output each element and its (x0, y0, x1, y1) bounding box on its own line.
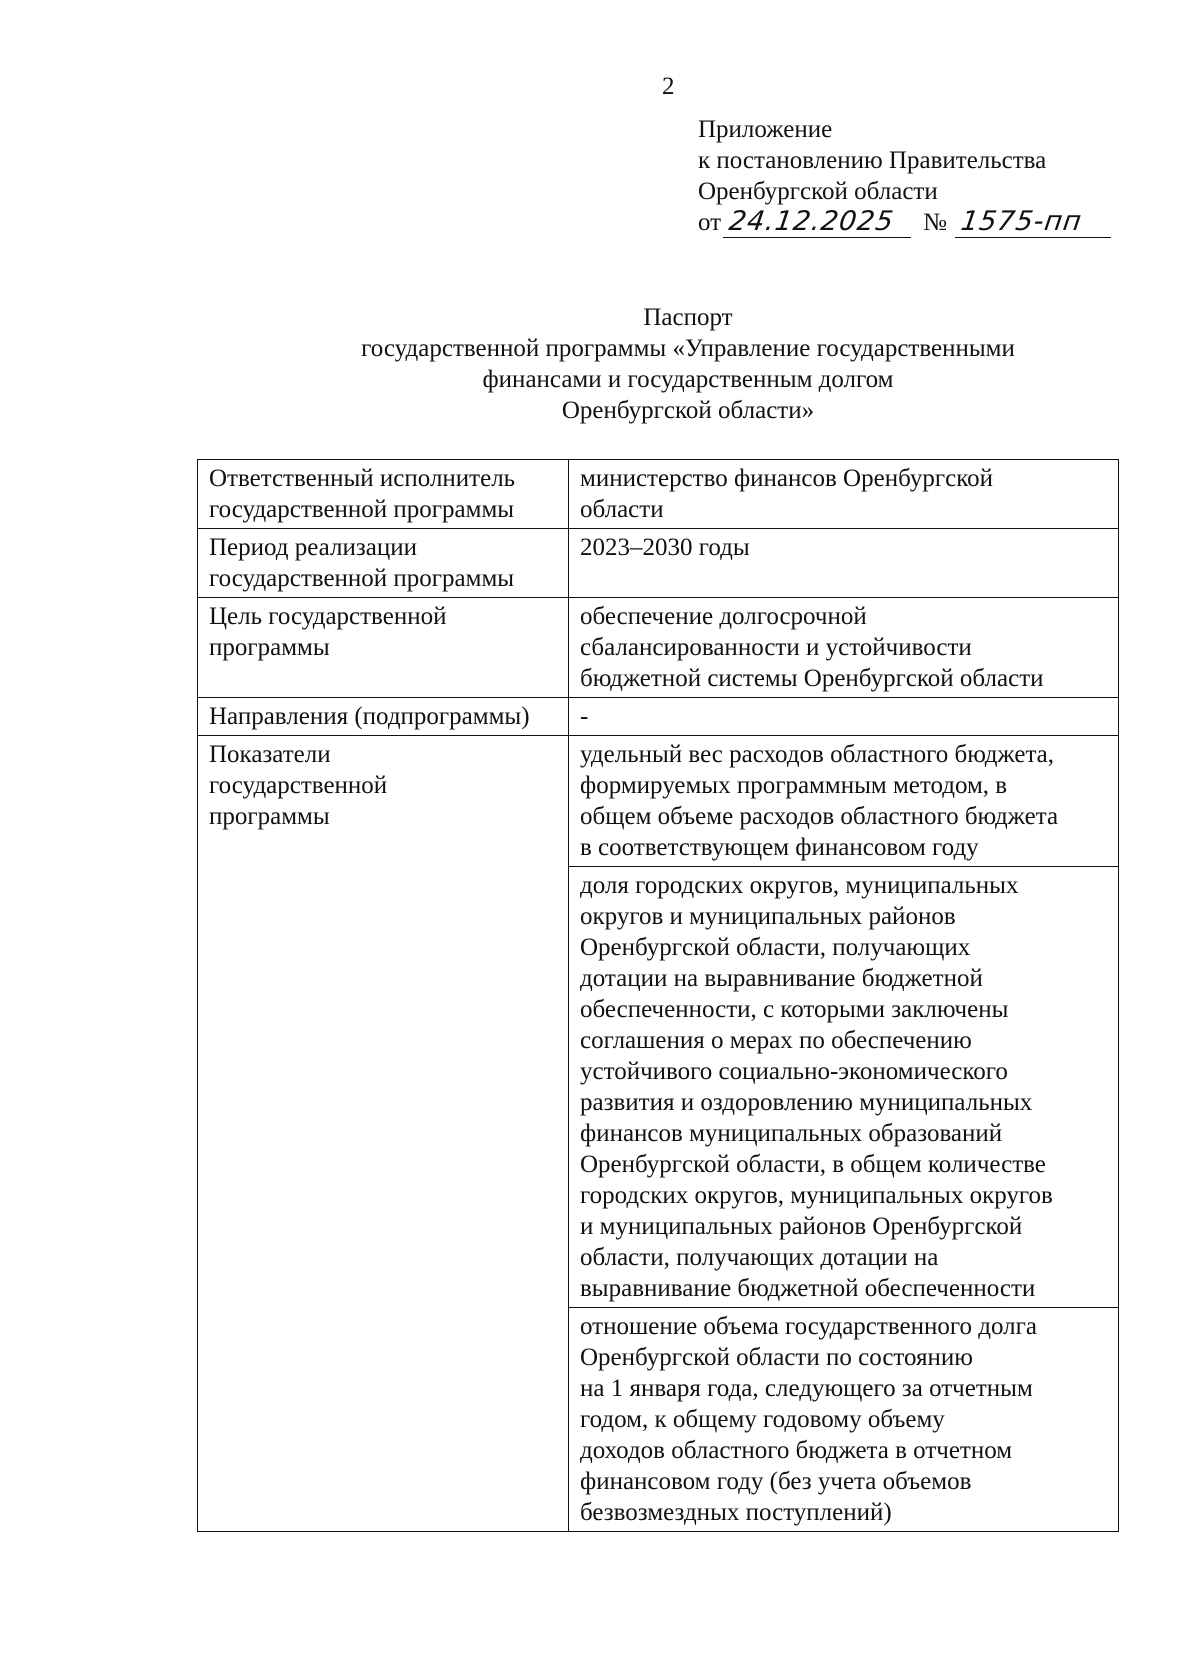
directions-value-line: - (580, 703, 589, 730)
indicator-line: финансов муниципальных образований (580, 1120, 1003, 1147)
indicators-label-line: государственной (209, 772, 388, 799)
document-title (188, 302, 1188, 426)
indicator-line: доходов областного бюджета в отчетном (580, 1437, 1013, 1464)
appendix-line-1: Приложение (698, 116, 833, 143)
goal-value-line: сбалансированности и устойчивости (580, 634, 972, 661)
indicator-item-1 (569, 736, 1119, 867)
appendix-line-2: к постановлению Правительства (698, 147, 1047, 174)
title-line-2: государственной программы «Управление государственными (361, 335, 1015, 362)
handwritten-number: 1575-пп (955, 207, 1115, 238)
indicator-line: Оренбургской области, в общем количестве (580, 1151, 1046, 1178)
period-value-line: 2023–2030 годы (580, 534, 750, 561)
table-row-indicators (198, 736, 1119, 867)
responsible-label (198, 460, 569, 529)
table-row-period (198, 529, 1119, 598)
responsible-value-line: министерство финансов Оренбургской (580, 465, 993, 492)
indicator-line: удельный вес расходов областного бюджета, (580, 741, 1055, 768)
indicator-line: области, получающих дотации на (580, 1244, 939, 1271)
indicator-line: городских округов, муниципальных округов (580, 1182, 1053, 1209)
title-line-4: Оренбургской области» (561, 397, 815, 424)
goal-value (569, 598, 1119, 698)
goal-label (198, 598, 569, 698)
indicator-line: и муниципальных районов Оренбургской (580, 1213, 1023, 1240)
responsible-value (569, 460, 1119, 529)
indicator-line: развития и оздоровлению муниципальных (580, 1089, 1033, 1116)
goal-value-line: бюджетной системы Оренбургской области (580, 665, 1044, 692)
directions-value (569, 698, 1119, 736)
responsible-label-line: Ответственный исполнитель (209, 465, 516, 492)
indicator-line: общем объеме расходов областного бюджета (580, 803, 1059, 830)
indicator-line: отношение объема государственного долга (580, 1313, 1037, 1340)
indicator-line: обеспеченности, с которыми заключены (580, 996, 1009, 1023)
indicator-line: Оренбургской области по состоянию (580, 1344, 973, 1371)
goal-value-line: обеспечение долгосрочной (580, 603, 867, 630)
responsible-value-line: области (580, 496, 664, 523)
indicator-line: дотации на выравнивание бюджетной (580, 965, 983, 992)
indicator-line: в соответствующем финансовом году (580, 834, 979, 861)
responsible-label-line: государственной программы (209, 496, 515, 523)
indicator-line: Оренбургской области, получающих (580, 934, 971, 961)
table-row-responsible (198, 460, 1119, 529)
indicator-line: округов и муниципальных районов (580, 903, 956, 930)
indicators-label-line: Показатели (209, 741, 331, 768)
handwritten-date: 24.12.2025 (723, 207, 915, 238)
indicator-line: устойчивого социально-экономического (580, 1058, 1008, 1085)
period-label-line: государственной программы (209, 565, 515, 592)
period-label-line: Период реализации (209, 534, 417, 561)
indicator-line: на 1 января года, следующего за отчетным (580, 1375, 1033, 1402)
directions-label (198, 698, 569, 736)
indicator-line: доля городских округов, муниципальных (580, 872, 1019, 899)
indicator-line: финансовом году (без учета объемов (580, 1468, 972, 1495)
table-row-goal (198, 598, 1119, 698)
goal-label-line: Цель государственной (209, 603, 447, 630)
directions-label-line: Направления (подпрограммы) (209, 703, 530, 730)
passport-table (197, 459, 1119, 1532)
indicator-line: безвозмездных поступлений) (580, 1499, 892, 1526)
goal-label-line: программы (209, 634, 330, 661)
indicators-label-line: программы (209, 803, 330, 830)
title-line-1: Паспорт (643, 304, 733, 331)
indicator-line: соглашения о мерах по обеспечению (580, 1027, 972, 1054)
indicator-line: формируемых программным методом, в (580, 772, 1008, 799)
indicator-item-2 (569, 867, 1119, 1308)
appendix-date-number-line (698, 207, 1113, 238)
appendix-line-3: Оренбургской области (698, 178, 938, 205)
period-value (569, 529, 1119, 598)
table-row-directions (198, 698, 1119, 736)
period-label (198, 529, 569, 598)
indicator-line: выравнивание бюджетной обеспеченности (580, 1275, 1036, 1302)
title-line-3: финансами и государственным долгом (482, 366, 894, 393)
indicator-line: годом, к общему годовому объему (580, 1406, 945, 1433)
appendix-block (698, 114, 1113, 238)
indicator-item-3 (569, 1308, 1119, 1532)
from-label: от (698, 209, 722, 236)
indicators-label (198, 736, 569, 1532)
page-number: 2 (662, 73, 675, 100)
number-label: № (923, 209, 947, 236)
